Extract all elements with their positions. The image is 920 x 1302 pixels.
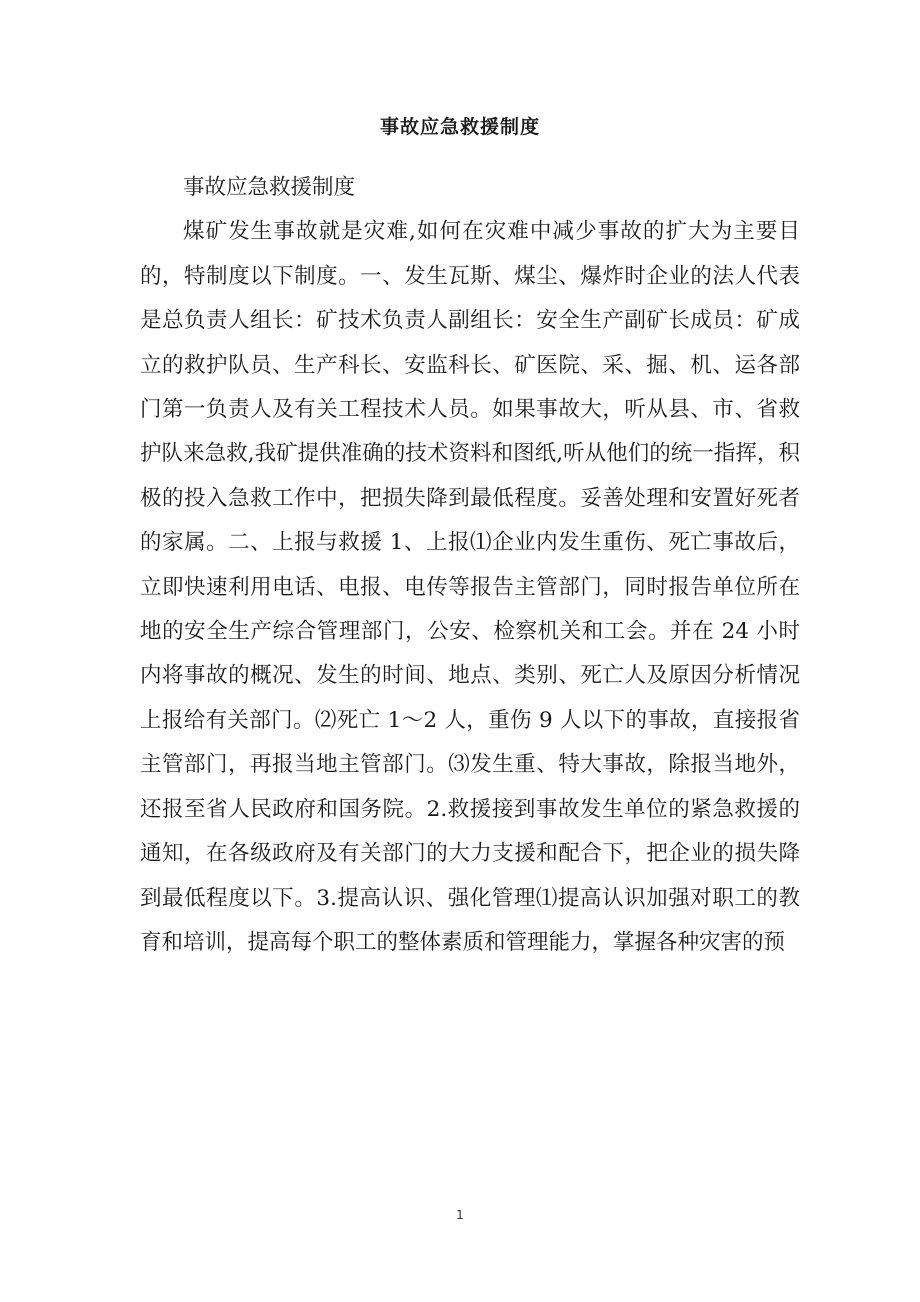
document-body [140, 166, 800, 965]
subtitle-paragraph: 事故应急救援制度 [183, 175, 356, 200]
document-title: 事故应急救援制度 [379, 116, 540, 138]
page-number: 1 [456, 1208, 464, 1222]
body-paragraph: 煤矿发生事故就是灾难,如何在灾难中减少事故的扩大为主要目的，特制度以下制度。一、发生瓦斯、煤尘、爆炸时企业的法人代表是总负责人组长：矿技术负责人副组长：安全生产副矿长成员：矿成立的救护队员、生产科长、安监科长、矿医院、采、掘、机、运各部门第一负责人及有关工程技术人员。如果事故大，听从县、市、省救护队来急救,我矿提供准确的技术资料和图纸,听从他们的统一指挥，积极的投入急救工作中，把损失降到最低程度。妥善处理和安置好死者的家属。二、上报与救援 1、上报⑴企业内发生重伤、死亡事故后，立即快速利用电话、电报、电传等报告主管部门，同时报告单位所在地的安全生产综合管理部门，公安、检察机关和工会。并在 24 小时内将事故的概况、发生的时间、地点、类别、死亡人及原因分析情况上报给有关部门。⑵死亡 1～2 人，重伤 9 人以下的事故，直接报省主管部门，再报当地主管部门。⑶发生重、特大事故，除报当地外，还报至省人民政府和国务院。2.救援接到事故发生单位的紧急救援的通知，在各级政府及有关部门的大力支援和配合下，把企业的损失降到最低程度以下。3.提高认识、强化管理⑴提高认识加强对职工的教育和培训，提高每个职工的整体素质和管理能力，掌握各种灾害的预 [140, 219, 800, 955]
